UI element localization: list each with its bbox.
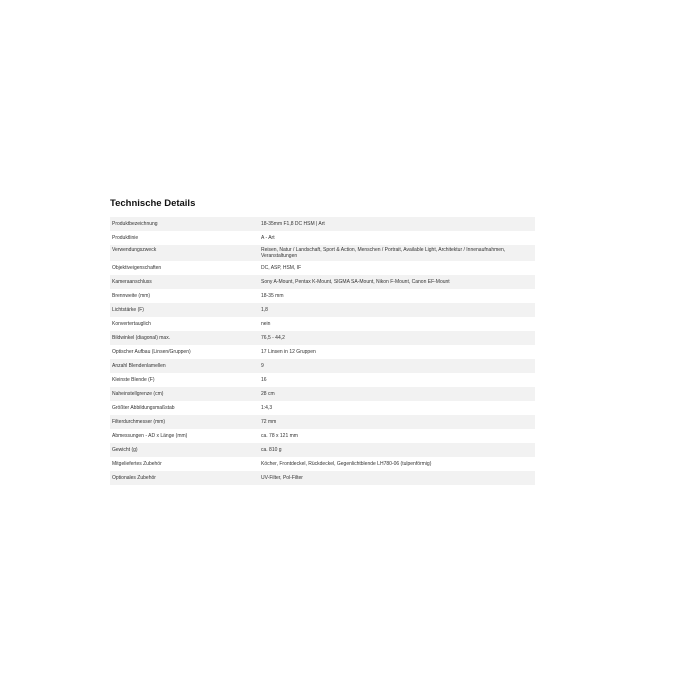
spec-label: Abmessungen - AD x Länge (mm) — [110, 429, 259, 443]
table-row — [110, 261, 535, 275]
spec-label: Größter Abbildungsmaßstab — [110, 401, 259, 415]
spec-label: Bildwinkel (diagonal) max. — [110, 331, 259, 345]
spec-value: 9 — [259, 359, 535, 373]
spec-label: Kleinste Blende (F) — [110, 373, 259, 387]
spec-label: Optischer Aufbau (Linsen/Gruppen) — [110, 345, 259, 359]
spec-label: Naheinstellgrenze (cm) — [110, 387, 259, 401]
spec-value: Köcher, Frontdeckel, Rückdeckel, Gegenlichtblende LH780-06 (tulpenförmig) — [259, 457, 535, 471]
spec-value: DC, ASP, HSM, IF — [259, 261, 535, 275]
spec-label: Objektiveigenschaften — [110, 261, 259, 275]
spec-value: ca. 810 g — [259, 443, 535, 457]
spec-value: 72 mm — [259, 415, 535, 429]
spec-value: nein — [259, 317, 535, 331]
spec-label: Gewicht (g) — [110, 443, 259, 457]
table-row — [110, 345, 535, 359]
spec-value: 16 — [259, 373, 535, 387]
table-row — [110, 245, 535, 261]
technical-details-section — [110, 197, 535, 485]
spec-label: Brennweite (mm) — [110, 289, 259, 303]
section-title: Technische Details — [110, 198, 196, 209]
table-row — [110, 443, 535, 457]
spec-value: Reisen, Natur / Landschaft, Sport & Action, Menschen / Portrait, Available Light, Architektur / Innenaufnahmen, Veranstaltungen — [259, 245, 535, 261]
table-row — [110, 415, 535, 429]
table-row — [110, 457, 535, 471]
spec-value: Sony A-Mount, Pentax K-Mount, SIGMA SA-Mount, Nikon F-Mount, Canon EF-Mount — [259, 275, 535, 289]
spec-label: Produktlinie — [110, 231, 259, 245]
spec-value: 18-35 mm — [259, 289, 535, 303]
table-row — [110, 275, 535, 289]
table-row — [110, 429, 535, 443]
spec-label: Mitgeliefertes Zubehör — [110, 457, 259, 471]
table-row — [110, 317, 535, 331]
table-row — [110, 217, 535, 231]
spec-label: Konvertertauglich — [110, 317, 259, 331]
table-row — [110, 401, 535, 415]
table-row — [110, 289, 535, 303]
spec-value: 1:4,3 — [259, 401, 535, 415]
specs-table — [110, 217, 535, 485]
spec-label: Anzahl Blendenlamellen — [110, 359, 259, 373]
spec-value: 28 cm — [259, 387, 535, 401]
table-row — [110, 303, 535, 317]
table-row — [110, 359, 535, 373]
spec-label: Kameraanschluss — [110, 275, 259, 289]
table-row — [110, 373, 535, 387]
table-row — [110, 231, 535, 245]
spec-value: 18-35mm F1,8 DC HSM | Art — [259, 217, 535, 231]
table-row — [110, 331, 535, 345]
spec-label: Optionales Zubehör — [110, 471, 259, 485]
table-row — [110, 471, 535, 485]
spec-label: Produktbezeichnung — [110, 217, 259, 231]
spec-value: A - Art — [259, 231, 535, 245]
spec-value: 17 Linsen in 12 Gruppen — [259, 345, 535, 359]
spec-value: 76,5 - 44,2 — [259, 331, 535, 345]
spec-value: UV-Filter, Pol-Filter — [259, 471, 535, 485]
spec-label: Filterdurchmesser (mm) — [110, 415, 259, 429]
spec-value: 1,8 — [259, 303, 535, 317]
table-row — [110, 387, 535, 401]
spec-value: ca. 78 x 121 mm — [259, 429, 535, 443]
spec-label: Lichtstärke (F) — [110, 303, 259, 317]
spec-label: Verwendungszweck — [110, 245, 259, 261]
